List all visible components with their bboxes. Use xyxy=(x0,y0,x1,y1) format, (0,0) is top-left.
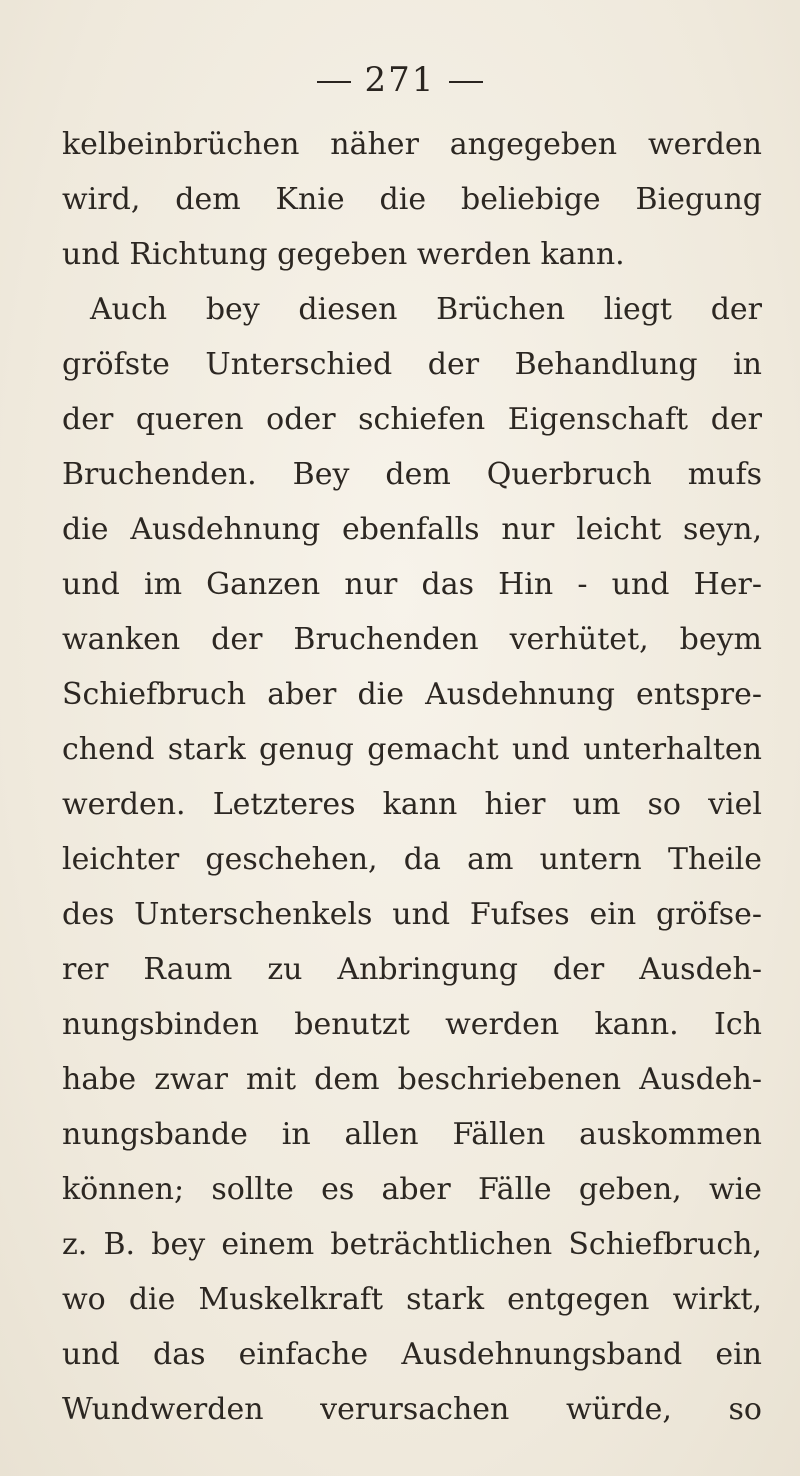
text-line: der queren oder schiefen Eigenschaft der xyxy=(62,402,762,437)
text-line: chend stark genug gemacht und unterhalten xyxy=(62,732,762,767)
text-line: nungsbinden benutzt werden kann. Ich xyxy=(62,1007,762,1042)
text-line: nungsbande in allen Fällen auskommen xyxy=(62,1117,762,1152)
text-line: habe zwar mit dem beschriebenen Ausdeh- xyxy=(62,1062,762,1097)
text-line: die Ausdehnung ebenfalls nur leicht seyn, xyxy=(62,512,762,547)
text-line: und Richtung gegeben werden kann. xyxy=(62,237,625,272)
text-line: z. B. bey einem beträchtlichen Schiefbruch, xyxy=(62,1227,762,1262)
text-line: wanken der Bruchenden verhütet, beym xyxy=(62,622,762,657)
text-line: wird, dem Knie die beliebige Biegung xyxy=(62,182,762,217)
page-number: 271 xyxy=(364,60,436,100)
text-line: kelbeinbrüchen näher angegeben werden xyxy=(62,127,762,162)
text-line: werden. Letzteres kann hier um so viel xyxy=(62,787,762,822)
body-text xyxy=(62,117,762,1437)
text-line: rer Raum zu Anbringung der Ausdeh- xyxy=(62,952,762,987)
text-line: leichter geschehen, da am untern Theile xyxy=(62,842,762,877)
text-line: gröfste Unterschied der Behandlung in xyxy=(62,347,762,382)
text-line: und im Ganzen nur das Hin - und Her- xyxy=(62,567,762,602)
text-line: Wundwerden verursachen würde, so xyxy=(62,1392,762,1427)
text-line: des Unterschenkels und Fufses ein gröfse- xyxy=(62,897,762,932)
text-line: wo die Muskelkraft stark entgegen wirkt, xyxy=(62,1282,762,1317)
header-dash-left xyxy=(317,81,351,83)
text-line: Schiefbruch aber die Ausdehnung entspre- xyxy=(62,677,762,712)
page-header xyxy=(0,60,800,100)
text-line: und das einfache Ausdehnungsband ein xyxy=(62,1337,762,1372)
text-line: Bruchenden. Bey dem Querbruch mufs xyxy=(62,457,762,492)
header-dash-right xyxy=(449,81,483,83)
text-line: können; sollte es aber Fälle geben, wie xyxy=(62,1172,762,1207)
text-line: Auch bey diesen Brüchen liegt der xyxy=(90,292,762,327)
